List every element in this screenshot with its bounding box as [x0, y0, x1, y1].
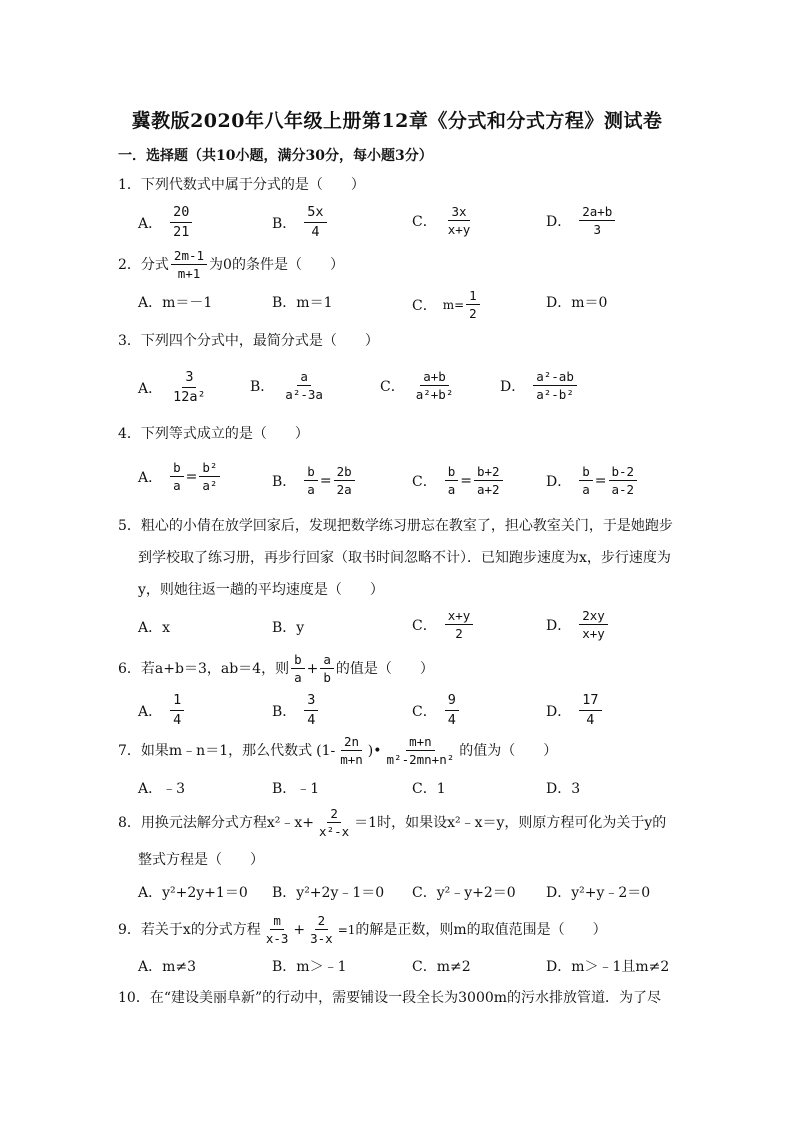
q1-option-a[interactable]: A． $\frac{20}{21}$ [138, 204, 194, 241]
q9-option-d[interactable]: D．m＞﹣1且m≠2 [546, 959, 670, 975]
q2-option-b[interactable]: B．m＝1 [272, 295, 333, 311]
q1-option-d[interactable]: D． $\frac{2a+b}{3}$ [546, 204, 617, 237]
q3-option-d[interactable]: D． $\frac{\text{a²-ab}}{\text{a²-b²}}$ [500, 369, 579, 402]
q6-option-b[interactable]: B． $\frac{3}{4}$ [272, 692, 320, 729]
q4-option-b[interactable]: B． $\frac{b}{a}$ = $\frac{2b}{2a}$ [272, 464, 357, 497]
q5-option-a[interactable]: A．x [138, 620, 171, 636]
q5-option-b[interactable]: B．y [272, 620, 305, 636]
question-8-stem: 8．用换元法解分式方程x²﹣x+ $\frac{2}{\text{x²-x}}$ ＝1时，如果设x²﹣x＝y，则原方程可化为关于y的 [118, 806, 667, 839]
question-5-line-1: 5．粗心的小倩在放学回家后，发现把数学练习册忘在教室了，担心教室关门，于是她跑步 [118, 518, 673, 534]
fraction: $\frac{2m-1}{m+1}$ [171, 248, 207, 281]
fraction: $\frac{20}{21}$ [170, 204, 192, 241]
fraction: $\frac{2a+b}{3}$ [579, 204, 615, 237]
q7-option-b[interactable]: B．﹣1 [272, 781, 320, 797]
question-2-stem: 2．分式 $\frac{2m-1}{m+1}$ 为0的条件是（ ） [118, 248, 344, 281]
q7-option-a[interactable]: A．﹣3 [138, 781, 186, 797]
q4-option-c[interactable]: C． $\frac{b}{a}$ = $\frac{b+2}{a+2}$ [412, 464, 505, 497]
q9-option-b[interactable]: B．m＞﹣1 [272, 959, 347, 975]
question-4-stem: 4．下列等式成立的是（ ） [118, 426, 309, 442]
q1-option-b[interactable]: B． $\frac{5x}{4}$ [272, 204, 329, 241]
q8-option-c[interactable]: C．y²﹣y+2＝0 [412, 885, 516, 901]
question-5-line-2: 到学校取了练习册，再步行回家（取书时间忽略不计）．已知跑步速度为x，步行速度为 [138, 550, 671, 566]
q6-option-a[interactable]: A． $\frac{1}{4}$ [138, 692, 186, 729]
question-1-stem: 1．下列代数式中属于分式的是（ ） [118, 177, 365, 193]
fraction: $\frac{a}{\text{a²-3a}}$ [285, 369, 323, 402]
q7-option-d[interactable]: D．3 [546, 781, 581, 797]
q4-option-a[interactable]: A． $\frac{b}{a}$ = $\frac{\text{b²}}{\text{a²}}$ [138, 460, 222, 493]
section-heading: 一．选择题（共10小题，满分30分，每小题3分） [118, 148, 433, 164]
fraction: $\frac{5x}{4}$ [304, 204, 326, 241]
question-3-stem: 3．下列四个分式中，最简分式是（ ） [118, 333, 379, 349]
q8-option-a[interactable]: A．y²+2y+1＝0 [138, 885, 248, 901]
q6-option-d[interactable]: D． $\frac{17}{4}$ [546, 692, 604, 729]
fraction: $\frac{3x}{x+y}$ [447, 204, 471, 237]
fraction: $\frac{a+b}{\text{a²+b²}}$ [415, 369, 454, 402]
page-title: 冀教版2020年八年级上册第12章《分式和分式方程》测试卷 [131, 110, 663, 132]
q5-option-c[interactable]: C． $\frac{x+y}{2}$ [412, 608, 475, 641]
question-10-line-1: 10．在“建设美丽阜新”的行动中，需要铺设一段全长为3000m的污水排放管道．为了尽 [118, 990, 662, 1006]
q5-option-d[interactable]: D． $\frac{2xy}{x+y}$ [546, 608, 610, 641]
fraction: $\frac{\text{a²-ab}}{\text{a²-b²}}$ [533, 369, 577, 402]
q4-option-d[interactable]: D． $\frac{b}{a}$ = $\frac{b-2}{a-2}$ [546, 464, 639, 497]
q9-option-c[interactable]: C．m≠2 [412, 959, 471, 975]
q2-option-c[interactable]: C． m= $\frac{1}{2}$ [412, 288, 482, 321]
question-6-stem: 6．若a+b＝3，ab＝4，则 $\frac{b}{a}$ + $\frac{a}{b}$ 的值是（ ） [118, 652, 434, 685]
question-5-line-3: y，则她往返一趟的平均速度是（ ） [138, 582, 384, 598]
fraction: $\frac{1}{2}$ [466, 288, 480, 321]
q3-option-a[interactable]: A． $\frac{3}{\text{12a²}}$ [138, 369, 211, 406]
q9-option-a[interactable]: A．m≠3 [138, 959, 197, 975]
question-7-stem: 7．如果m﹣n＝1，那么代数式 (1- $\frac{2n}{m+n}$ )• $\frac{m+n}{\text{m²-2mn+n²}}$ 的值为（ ） [118, 734, 558, 767]
q6-option-c[interactable]: C． $\frac{9}{4}$ [412, 692, 461, 729]
q2-option-d[interactable]: D．m＝0 [546, 295, 608, 311]
q8-option-d[interactable]: D．y²+y﹣2＝0 [546, 885, 651, 901]
q3-option-c[interactable]: C． $\frac{a+b}{\text{a²+b²}}$ [380, 369, 458, 402]
q3-option-b[interactable]: B． $\frac{a}{\text{a²-3a}}$ [250, 369, 328, 402]
q1-option-c[interactable]: C． $\frac{3x}{x+y}$ [412, 204, 475, 237]
fraction: $\frac{3}{\text{12a²}}$ [173, 369, 206, 405]
question-9-stem: 9．若关于x的分式方程 $\frac{m}{x-3}$ + $\frac{2}{3-x}$ =1 的解是正数，则m的取值范围是（ ） [118, 913, 607, 946]
q2-option-a[interactable]: A．m＝－1 [138, 295, 213, 311]
q8-option-b[interactable]: B．y²+2y﹣1＝0 [272, 885, 385, 901]
q7-option-c[interactable]: C．1 [412, 781, 446, 797]
question-8-line-2: 整式方程是（ ） [138, 852, 264, 868]
